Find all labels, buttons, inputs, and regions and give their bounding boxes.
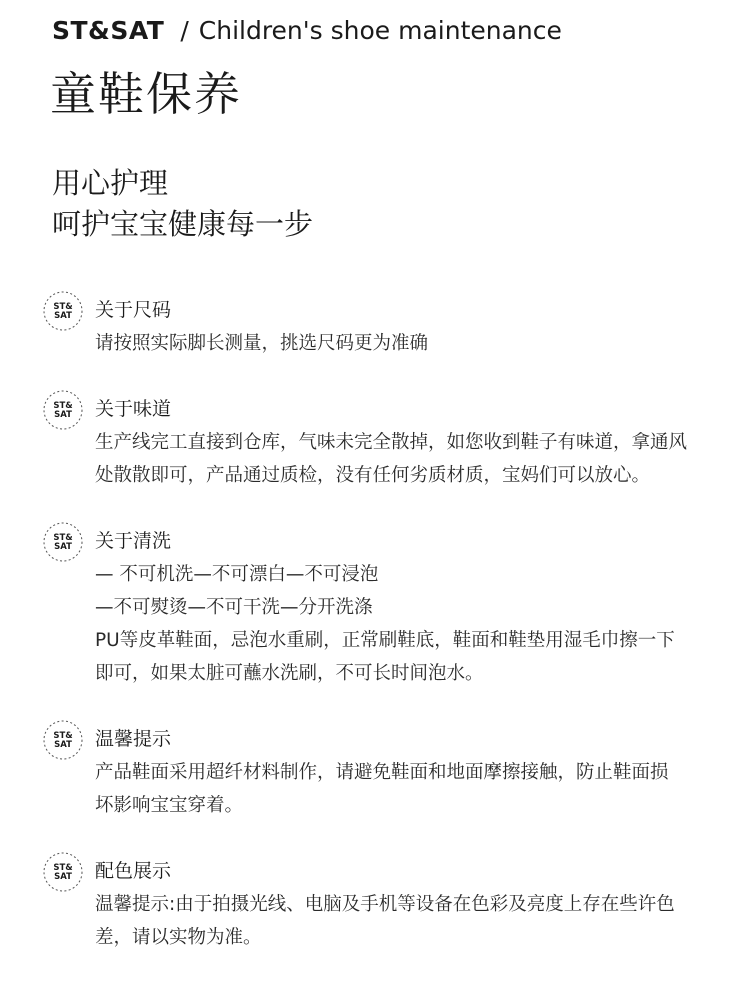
- badge-text-top: ST&: [53, 302, 73, 312]
- section-line: 温馨提示:由于拍摄光线、电脑及手机等设备在色彩及亮度上存在些许色: [95, 894, 675, 915]
- section-body: [95, 426, 715, 492]
- section-line: PU等皮革鞋面，忌泡水重刷，正常刷鞋底，鞋面和鞋垫用湿毛巾擦一下: [95, 630, 675, 651]
- badge-text-top: ST&: [53, 731, 73, 741]
- section-title: 关于清洗: [95, 530, 172, 552]
- brand-logo-icon: [42, 521, 84, 563]
- brand-logo-icon: [42, 851, 84, 893]
- section-body: [95, 558, 715, 690]
- brand-logo-icon: [42, 290, 84, 332]
- badge-text-top: ST&: [53, 863, 73, 873]
- badge-text-bottom: SAT: [54, 410, 72, 420]
- section-line: 差，请以实物为准。: [95, 927, 262, 948]
- section-line: —不可熨烫—不可干洗—分开洗涤: [95, 597, 373, 618]
- section-body: [95, 756, 715, 822]
- badge-text-top: ST&: [53, 401, 73, 411]
- header-subtitle: Children's shoe maintenance: [198, 15, 562, 45]
- section-line: 产品鞋面采用超纤材料制作，请避免鞋面和地面摩擦接触，防止鞋面损: [95, 762, 669, 783]
- section-line: 即可，如果太脏可蘸水洗刷，不可长时间泡水。: [95, 663, 484, 684]
- section-line: — 不可机洗—不可漂白—不可浸泡: [95, 564, 379, 585]
- badge-text-top: ST&: [53, 533, 73, 543]
- section-title: 关于尺码: [95, 299, 172, 321]
- brand-logo-icon: [42, 719, 84, 761]
- section-title: 关于味道: [95, 398, 172, 420]
- slogan-line-2: 呵护宝宝健康每一步: [52, 207, 314, 241]
- badge-text-bottom: SAT: [54, 872, 72, 882]
- header-separator: /: [180, 15, 189, 45]
- badge-text-bottom: SAT: [54, 542, 72, 552]
- section-line: 坏影响宝宝穿着。: [95, 795, 244, 816]
- badge-text-bottom: SAT: [54, 740, 72, 750]
- badge-text-bottom: SAT: [54, 311, 72, 321]
- brand-logo-icon: [42, 389, 84, 431]
- section-title: 温馨提示: [95, 728, 172, 750]
- page-title: 童鞋保养: [50, 67, 242, 121]
- section-line: 生产线完工直接到仓库，气味未完全散掉，如您收到鞋子有味道，拿通风: [95, 432, 688, 453]
- section-line: 处散散即可，产品通过质检，没有任何劣质材质，宝妈们可以放心。: [95, 465, 651, 486]
- section-body: [95, 327, 715, 360]
- section-body: [95, 888, 715, 954]
- brand-name: ST&SAT: [52, 15, 165, 45]
- slogan-line-1: 用心护理: [52, 166, 169, 200]
- brand-header: [52, 12, 562, 48]
- section-line: 请按照实际脚长测量，挑选尺码更为准确: [95, 333, 429, 354]
- section-title: 配色展示: [95, 860, 172, 882]
